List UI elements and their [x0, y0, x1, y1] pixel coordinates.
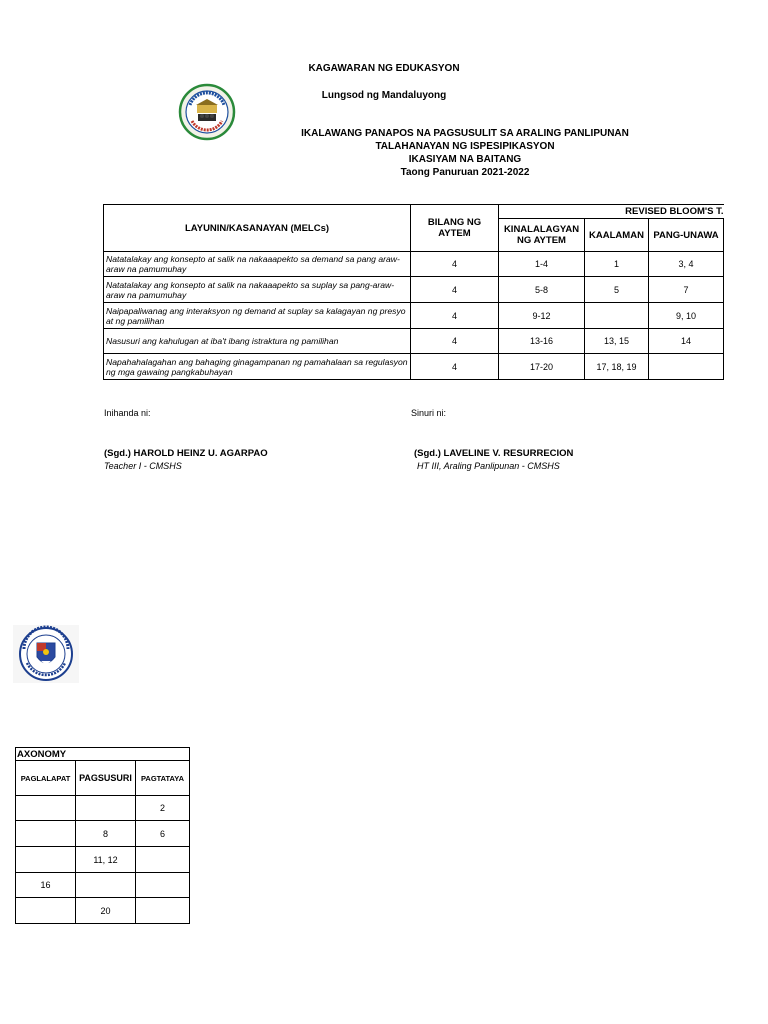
- item-count-cell: 4: [411, 303, 499, 329]
- melc-cell: Nasusuri ang kahulugan at iba't ibang istraktura ng pamilihan: [104, 329, 411, 354]
- city-heading: Lungsod ng Mandaluyong: [321, 90, 447, 101]
- taxonomy-continuation-table: [15, 747, 190, 924]
- table-row: [104, 354, 724, 380]
- pang-unawa-column-header: PANG-UNAWA: [649, 219, 724, 252]
- division-seal-logo: [178, 83, 236, 141]
- pang-unawa-cell: 9, 10: [649, 303, 724, 329]
- paglalapat-cell: [16, 847, 76, 873]
- grade-level: IKASIYAM NA BAITANG: [408, 154, 522, 165]
- item-location-column-header: KINALALAGYAN NG AYTEM: [499, 219, 585, 252]
- table-row: [16, 796, 190, 821]
- kaalaman-column-header: KAALAMAN: [585, 219, 649, 252]
- item-location-cell: 9-12: [499, 303, 585, 329]
- pang-unawa-cell: 14: [649, 329, 724, 354]
- prepared-by-label: Inihanda ni:: [104, 408, 151, 418]
- kaalaman-cell: 1: [585, 252, 649, 277]
- table-row: [16, 847, 190, 873]
- table-row: [16, 873, 190, 898]
- paglalapat-cell: [16, 796, 76, 821]
- pagtataya-cell: 6: [136, 821, 190, 847]
- melc-cell: Napahahalagahan ang bahaging ginagampanan ng pamahalaan sa regulasyon ng mga gawaing pangkabuhayan: [104, 354, 411, 380]
- melc-cell: Natatalakay ang konsepto at salik na nakaaapekto sa demand sa pang araw-araw na pamumuhay: [104, 252, 411, 277]
- item-count-cell: 4: [411, 354, 499, 380]
- item-count-cell: 4: [411, 252, 499, 277]
- pang-unawa-cell: 7: [649, 277, 724, 303]
- paglalapat-cell: 16: [16, 873, 76, 898]
- item-location-cell: 13-16: [499, 329, 585, 354]
- item-count-cell: 4: [411, 277, 499, 303]
- pagtataya-cell: 2: [136, 796, 190, 821]
- document-title: TALAHANAYAN NG ISPESIPIKASYON: [375, 141, 555, 152]
- kaalaman-cell: 17, 18, 19: [585, 354, 649, 380]
- exam-title: IKALAWANG PANAPOS NA PAGSUSULIT SA ARALING PANLIPUNAN: [301, 128, 629, 139]
- table-row: [104, 303, 724, 329]
- pagtataya-cell: [136, 898, 190, 924]
- pagsusuri-column-header: PAGSUSURI: [76, 761, 136, 796]
- department-heading: KAGAWARAN NG EDUKASYON: [308, 63, 460, 74]
- kaalaman-cell: [585, 303, 649, 329]
- paglalapat-column-header: PAGLALAPAT: [16, 761, 76, 796]
- item-count-cell: 4: [411, 329, 499, 354]
- pagtataya-cell: [136, 873, 190, 898]
- pagtataya-cell: [136, 847, 190, 873]
- item-location-cell: 5-8: [499, 277, 585, 303]
- pang-unawa-cell: [649, 354, 724, 380]
- item-location-cell: 17-20: [499, 354, 585, 380]
- pagtataya-column-header: PAGTATAYA: [136, 761, 190, 796]
- table-row: [16, 821, 190, 847]
- item-location-cell: 1-4: [499, 252, 585, 277]
- pang-unawa-cell: 3, 4: [649, 252, 724, 277]
- checker-name: (Sgd.) LAVELINE V. RESURRECION: [414, 448, 574, 459]
- checked-by-label: Sinuri ni:: [411, 408, 447, 418]
- table-row: [104, 329, 724, 354]
- specification-table: [103, 204, 724, 380]
- kaalaman-cell: 13, 15: [585, 329, 649, 354]
- pagsusuri-cell: 8: [76, 821, 136, 847]
- melc-column-header: LAYUNIN/KASANAYAN (MELCs): [104, 205, 411, 252]
- table-row: [16, 898, 190, 924]
- checker-position: HT III, Araling Panlipunan - CMSHS: [417, 461, 560, 471]
- item-count-column-header: BILANG NG AYTEM: [411, 205, 499, 252]
- pagsusuri-cell: [76, 873, 136, 898]
- preparer-position: Teacher I - CMSHS: [104, 461, 182, 471]
- pagsusuri-cell: [76, 796, 136, 821]
- kaalaman-cell: 5: [585, 277, 649, 303]
- pagsusuri-cell: 11, 12: [76, 847, 136, 873]
- pagsusuri-cell: 20: [76, 898, 136, 924]
- melc-cell: Naipapaliwanag ang interaksyon ng demand at suplay sa kalagayan ng presyo at ng pamilihan: [104, 303, 411, 329]
- paglalapat-cell: [16, 821, 76, 847]
- preparer-name: (Sgd.) HAROLD HEINZ U. AGARPAO: [104, 448, 268, 459]
- table-row: [104, 252, 724, 277]
- school-year: Taong Panuruan 2021-2022: [400, 167, 530, 178]
- table-row: [104, 277, 724, 303]
- bloom-taxonomy-header: REVISED BLOOM'S T.: [499, 205, 724, 219]
- taxonomy-title: AXONOMY: [16, 748, 190, 761]
- melc-cell: Natatalakay ang konsepto at salik na nakaaapekto sa suplay sa pang-araw-araw na pamumuhay: [104, 277, 411, 303]
- deped-seal-logo: [13, 625, 79, 683]
- paglalapat-cell: [16, 898, 76, 924]
